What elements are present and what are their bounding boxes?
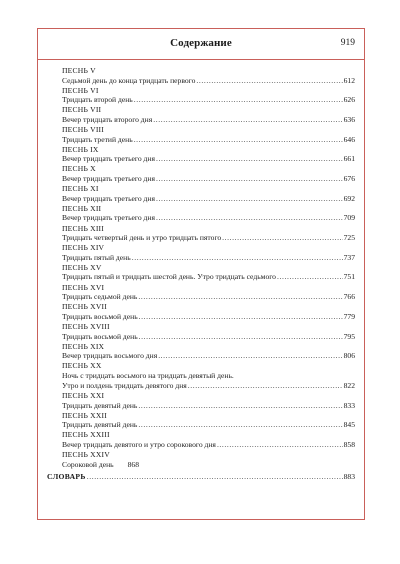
toc-entry	[62, 184, 355, 204]
toc-page-number: 692	[343, 193, 355, 203]
toc-entry	[62, 164, 355, 184]
toc-line-text: Утро и полдень тридцать девятого дня	[62, 381, 187, 390]
toc-entry	[62, 430, 355, 450]
toc-line-text: Тридцать седьмой день	[62, 292, 138, 302]
toc-entry	[62, 243, 355, 263]
toc-line[interactable]	[62, 420, 355, 430]
toc-page-number: 676	[343, 174, 355, 184]
toc-page-number: 858	[343, 440, 355, 450]
dot-leader	[217, 440, 343, 450]
song-heading[interactable]: ПЕСНЬ IX	[62, 144, 99, 154]
toc-line[interactable]	[62, 76, 355, 86]
song-heading[interactable]: ПЕСНЬ XX	[62, 361, 102, 371]
dot-leader	[87, 472, 343, 482]
dot-leader	[132, 253, 343, 263]
song-heading[interactable]: ПЕСНЬ XXII	[62, 410, 107, 420]
song-heading[interactable]: ПЕСНЬ VI	[62, 85, 99, 95]
toc-entry	[62, 224, 355, 244]
toc-line-text: Вечер тридцать второго дня	[62, 114, 153, 124]
toc-dictionary-line[interactable]	[47, 472, 355, 482]
toc-line[interactable]	[62, 460, 355, 470]
dot-leader	[222, 233, 342, 243]
song-heading[interactable]: ПЕСНЬ XV	[62, 262, 102, 272]
toc-line[interactable]	[62, 401, 355, 411]
toc-line-text: Тридцать девятый день	[62, 400, 138, 410]
song-heading[interactable]: ПЕСНЬ XIX	[62, 341, 105, 351]
toc-line[interactable]	[62, 440, 355, 450]
toc-page-number: 795	[343, 331, 355, 341]
toc-entry	[62, 342, 355, 362]
toc-page-number: 709	[343, 213, 355, 223]
dot-leader	[138, 292, 342, 302]
dot-leader	[134, 135, 343, 145]
toc-line-text: Тридцать четвертый день и утро тридцать пятого	[62, 233, 222, 243]
toc-line-text: Вечер тридцать третьего дня	[62, 193, 155, 203]
dot-leader	[134, 95, 343, 105]
toc-line-text: Тридцать восьмой день	[62, 331, 138, 341]
toc-page-number: 766	[343, 292, 355, 302]
toc-line[interactable]	[62, 312, 355, 322]
dot-leader	[277, 272, 343, 282]
song-heading[interactable]: ПЕСНЬ V	[62, 66, 96, 75]
toc-entry	[62, 391, 355, 411]
toc-page-number: 612	[343, 75, 355, 85]
toc-line-text: Тридцать восьмой день	[62, 311, 138, 321]
toc-line-text: Вечер тридцать третьего дня	[62, 154, 155, 164]
toc-line-text: Тридцать второй день	[62, 95, 133, 105]
toc-page-number: 737	[343, 252, 355, 262]
dot-leader	[196, 76, 342, 86]
toc-entry	[62, 263, 355, 283]
dot-leader	[139, 312, 343, 322]
toc-line-text: Вечер тридцать девятого и утро сорокового дня	[62, 440, 216, 450]
toc-page-number: 626	[343, 95, 355, 105]
toc-page-number: 822	[343, 381, 355, 390]
toc-page-number: 868	[127, 459, 140, 469]
dot-leader	[156, 174, 343, 184]
toc-entry	[62, 105, 355, 125]
toc-line-text: Тридцать третий день	[62, 134, 133, 144]
toc-page-number: 845	[343, 420, 355, 430]
page-number: 919	[340, 38, 355, 48]
dictionary-label: СЛОВАРЬ	[47, 471, 86, 481]
dot-leader	[156, 194, 343, 204]
toc-line[interactable]	[62, 174, 355, 184]
song-heading[interactable]: ПЕСНЬ XXI	[62, 391, 105, 401]
toc-entry	[62, 86, 355, 106]
song-heading[interactable]: ПЕСНЬ XVIII	[62, 321, 110, 331]
song-heading[interactable]: ПЕСНЬ XXIV	[62, 450, 110, 460]
toc-page-number: 725	[343, 233, 355, 243]
toc-line-text: Вечер тридцать восьмого дня	[62, 351, 158, 361]
toc-page-number: 636	[343, 114, 355, 124]
toc-line[interactable]	[62, 253, 355, 263]
dot-leader	[139, 332, 343, 342]
song-heading[interactable]: ПЕСНЬ VIII	[62, 125, 105, 135]
song-heading[interactable]: ПЕСНЬ XII	[62, 203, 102, 213]
toc-line[interactable]	[62, 233, 355, 243]
toc-line[interactable]	[62, 213, 355, 223]
toc-entry	[62, 411, 355, 431]
dot-leader	[156, 154, 343, 164]
toc-page-number: 751	[343, 272, 355, 282]
toc-line[interactable]	[62, 272, 355, 282]
dot-leader	[153, 115, 342, 125]
table-of-contents	[47, 66, 355, 482]
toc-entry	[62, 302, 355, 322]
toc-line-text: Седьмой день до конца тридцать первого	[62, 75, 196, 85]
song-heading[interactable]: ПЕСНЬ XI	[62, 184, 99, 194]
song-heading[interactable]: ПЕСНЬ XIV	[62, 243, 105, 253]
dot-leader	[188, 381, 343, 391]
toc-entry	[62, 450, 355, 470]
page-header	[38, 29, 364, 60]
toc-line[interactable]	[62, 351, 355, 361]
toc-page-number: 806	[343, 351, 355, 361]
dot-leader	[138, 420, 342, 430]
song-heading[interactable]: ПЕСНЬ XIII	[62, 223, 105, 233]
toc-entry	[62, 125, 355, 145]
toc-page-number: 883	[343, 471, 355, 481]
song-heading[interactable]: ПЕСНЬ X	[62, 164, 96, 174]
toc-line-text: Вечер тридцать третьего дня	[62, 213, 155, 223]
song-heading[interactable]: ПЕСНЬ VII	[62, 105, 102, 115]
toc-line-text: Вечер тридцать третьего дня	[62, 174, 155, 184]
toc-entry	[62, 145, 355, 165]
toc-line[interactable]	[62, 332, 355, 342]
toc-line[interactable]	[62, 194, 355, 204]
toc-line-text: Тридцать пятый день	[62, 252, 131, 262]
toc-line[interactable]	[62, 154, 355, 164]
toc-line-text: Сороковой день	[62, 459, 114, 469]
song-heading[interactable]: ПЕСНЬ XVII	[62, 302, 107, 312]
page-frame	[37, 28, 365, 520]
toc-line[interactable]	[62, 135, 355, 145]
dot-leader	[138, 401, 342, 411]
dot-leader	[158, 351, 342, 361]
toc-line[interactable]	[62, 381, 355, 391]
toc-page-number: 661	[343, 154, 355, 164]
toc-line-text: Тридцать девятый день	[62, 420, 138, 430]
toc-entry	[62, 361, 355, 391]
toc-page-number: 833	[343, 400, 355, 410]
toc-line[interactable]	[62, 115, 355, 125]
toc-line[interactable]	[62, 292, 355, 302]
song-heading[interactable]: ПЕСНЬ XXIII	[62, 430, 110, 440]
toc-line-text: Тридцать пятый и тридцать шестой день. Утро тридцать седьмого	[62, 272, 276, 282]
dot-leader	[156, 213, 343, 223]
toc-page-number: 646	[343, 134, 355, 144]
toc-entry	[62, 204, 355, 224]
toc-entry	[62, 322, 355, 342]
toc-entry	[62, 283, 355, 303]
song-heading[interactable]: ПЕСНЬ XVI	[62, 282, 105, 292]
toc-intro-line: Ночь с тридцать восьмого на тридцать девятый день.	[62, 370, 234, 380]
page-title: Содержание	[170, 37, 232, 49]
toc-line[interactable]	[62, 95, 355, 105]
toc-entry	[62, 66, 355, 86]
toc-page-number: 779	[343, 311, 355, 321]
